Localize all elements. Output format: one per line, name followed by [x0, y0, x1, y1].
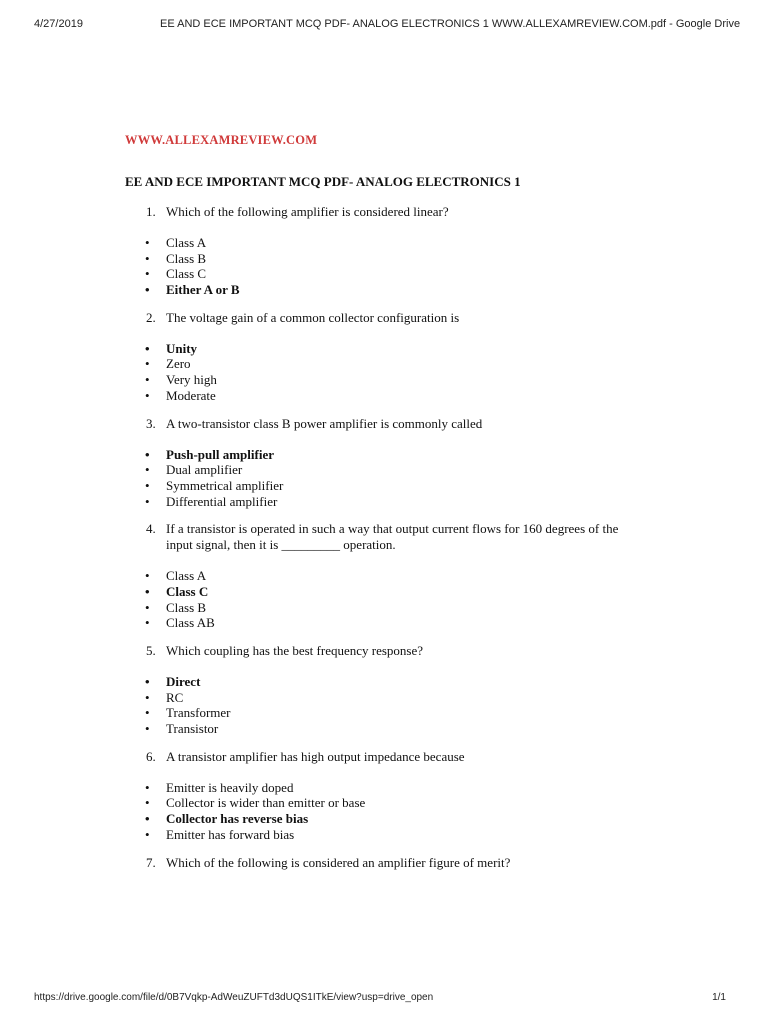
question-text: A two-transistor class B power amplifier is commonly called [166, 415, 483, 431]
question-text: If a transistor is operated in such a way that output current flows for 160 degrees of the input signal, then it is _________ operation. [166, 521, 619, 553]
document-body [125, 130, 645, 871]
bullet-icon: • [145, 282, 150, 298]
option-text: Symmetrical amplifier [166, 477, 284, 493]
option-text: RC [166, 689, 184, 705]
option [125, 780, 645, 796]
question-block [125, 521, 645, 631]
option-text: Differential amplifier [166, 493, 278, 509]
option [125, 372, 645, 388]
question-number: 2. [146, 309, 156, 325]
correct-option [125, 282, 645, 298]
option-text: Class B [166, 599, 207, 615]
bullet-icon: • [145, 250, 150, 266]
bullet-icon: • [145, 811, 150, 827]
option [125, 494, 645, 510]
question-text: Which coupling has the best frequency response? [166, 643, 424, 658]
question-block [125, 416, 645, 510]
bullet-icon: • [145, 826, 150, 842]
option-list [125, 341, 645, 404]
option-text: Collector has reverse bias [166, 811, 309, 827]
bullet-icon: • [145, 583, 150, 599]
bullet-icon: • [145, 779, 150, 795]
bullet-icon: • [145, 235, 150, 250]
option-text: Emitter is heavily doped [166, 779, 294, 795]
option-text: Class A [166, 568, 207, 584]
option [125, 615, 645, 631]
option [125, 600, 645, 616]
option-text: Class C [166, 266, 207, 282]
bullet-icon: • [145, 705, 150, 721]
question-block [125, 749, 645, 843]
correct-option [125, 341, 645, 357]
option [125, 568, 645, 584]
option-text: Collector is wider than emitter or base [166, 795, 366, 811]
bullet-icon: • [145, 721, 150, 737]
option [125, 721, 645, 737]
question [125, 204, 645, 220]
question [125, 855, 645, 871]
page-number: 1/1 [712, 992, 726, 1003]
bullet-icon: • [145, 462, 150, 478]
question-number: 4. [146, 521, 156, 537]
print-date: 4/27/2019 [34, 18, 83, 30]
option-text: Class C [166, 583, 209, 599]
option-list [125, 235, 645, 298]
question [125, 310, 645, 326]
bullet-icon: • [145, 446, 150, 462]
option [125, 356, 645, 372]
option [125, 827, 645, 843]
bullet-icon: • [145, 372, 150, 388]
option-list [125, 447, 645, 510]
question [125, 643, 645, 659]
bullet-icon: • [145, 477, 150, 493]
question-number: 7. [146, 854, 156, 870]
option-text: Very high [166, 372, 217, 388]
option [125, 251, 645, 267]
question [125, 416, 645, 432]
option-text: Emitter has forward bias [166, 826, 295, 842]
option-text: Unity [166, 340, 198, 356]
option-text: Class A [166, 235, 207, 250]
option [125, 388, 645, 404]
correct-option [125, 811, 645, 827]
page-url: https://drive.google.com/file/d/0B7Vqkp-AdWeuZUFTd3dUQS1ITkE/view?usp=drive_open [34, 992, 434, 1003]
bullet-icon: • [145, 689, 150, 705]
question-block [125, 310, 645, 404]
option-list [125, 674, 645, 737]
question-block [125, 643, 645, 737]
question-number: 5. [146, 643, 156, 658]
bullet-icon: • [145, 615, 150, 631]
option-text: Class AB [166, 615, 215, 631]
question-block [125, 204, 645, 298]
bullet-icon: • [145, 266, 150, 282]
option-text: Transformer [166, 705, 231, 721]
option-list [125, 568, 645, 631]
option-text: Moderate [166, 387, 216, 403]
site-name: WWW.ALLEXAMREVIEW.COM [125, 133, 318, 147]
question [125, 749, 645, 765]
bullet-icon: • [145, 568, 150, 584]
bullet-icon: • [145, 356, 150, 372]
question-text: Which of the following is considered an amplifier figure of merit? [166, 854, 511, 870]
question-text: The voltage gain of a common collector configuration is [166, 309, 460, 325]
option-text: Either A or B [166, 282, 240, 298]
question-number: 3. [146, 415, 156, 431]
correct-option [125, 674, 645, 690]
option-text: Push-pull amplifier [166, 446, 274, 462]
option-text: Direct [166, 674, 201, 689]
option [125, 478, 645, 494]
correct-option [125, 447, 645, 463]
print-title: EE AND ECE IMPORTANT MCQ PDF- ANALOG ELECTRONICS 1 WWW.ALLEXAMREVIEW.COM.pdf - Google Drive [160, 18, 741, 30]
document-title: EE AND ECE IMPORTANT MCQ PDF- ANALOG ELECTRONICS 1 [125, 174, 521, 189]
bullet-icon: • [145, 674, 150, 689]
option-list [125, 780, 645, 843]
bullet-icon: • [145, 493, 150, 509]
option-text: Class B [166, 250, 207, 266]
question-number: 1. [146, 204, 156, 219]
option-text: Zero [166, 356, 191, 372]
bullet-icon: • [145, 340, 150, 356]
question-number: 6. [146, 748, 156, 764]
bullet-icon: • [145, 599, 150, 615]
print-footer [34, 992, 726, 1008]
bullet-icon: • [145, 387, 150, 403]
correct-option [125, 584, 645, 600]
bullet-icon: • [145, 795, 150, 811]
option [125, 235, 645, 251]
option [125, 266, 645, 282]
question [125, 521, 645, 553]
option [125, 795, 645, 811]
question-block [125, 855, 645, 871]
option-text: Transistor [166, 721, 219, 737]
option [125, 690, 645, 706]
option [125, 462, 645, 478]
option [125, 705, 645, 721]
print-header [34, 18, 741, 34]
question-list [125, 204, 645, 871]
option-text: Dual amplifier [166, 462, 243, 478]
question-text: Which of the following amplifier is considered linear? [166, 204, 449, 219]
question-text: A transistor amplifier has high output impedance because [166, 748, 465, 764]
